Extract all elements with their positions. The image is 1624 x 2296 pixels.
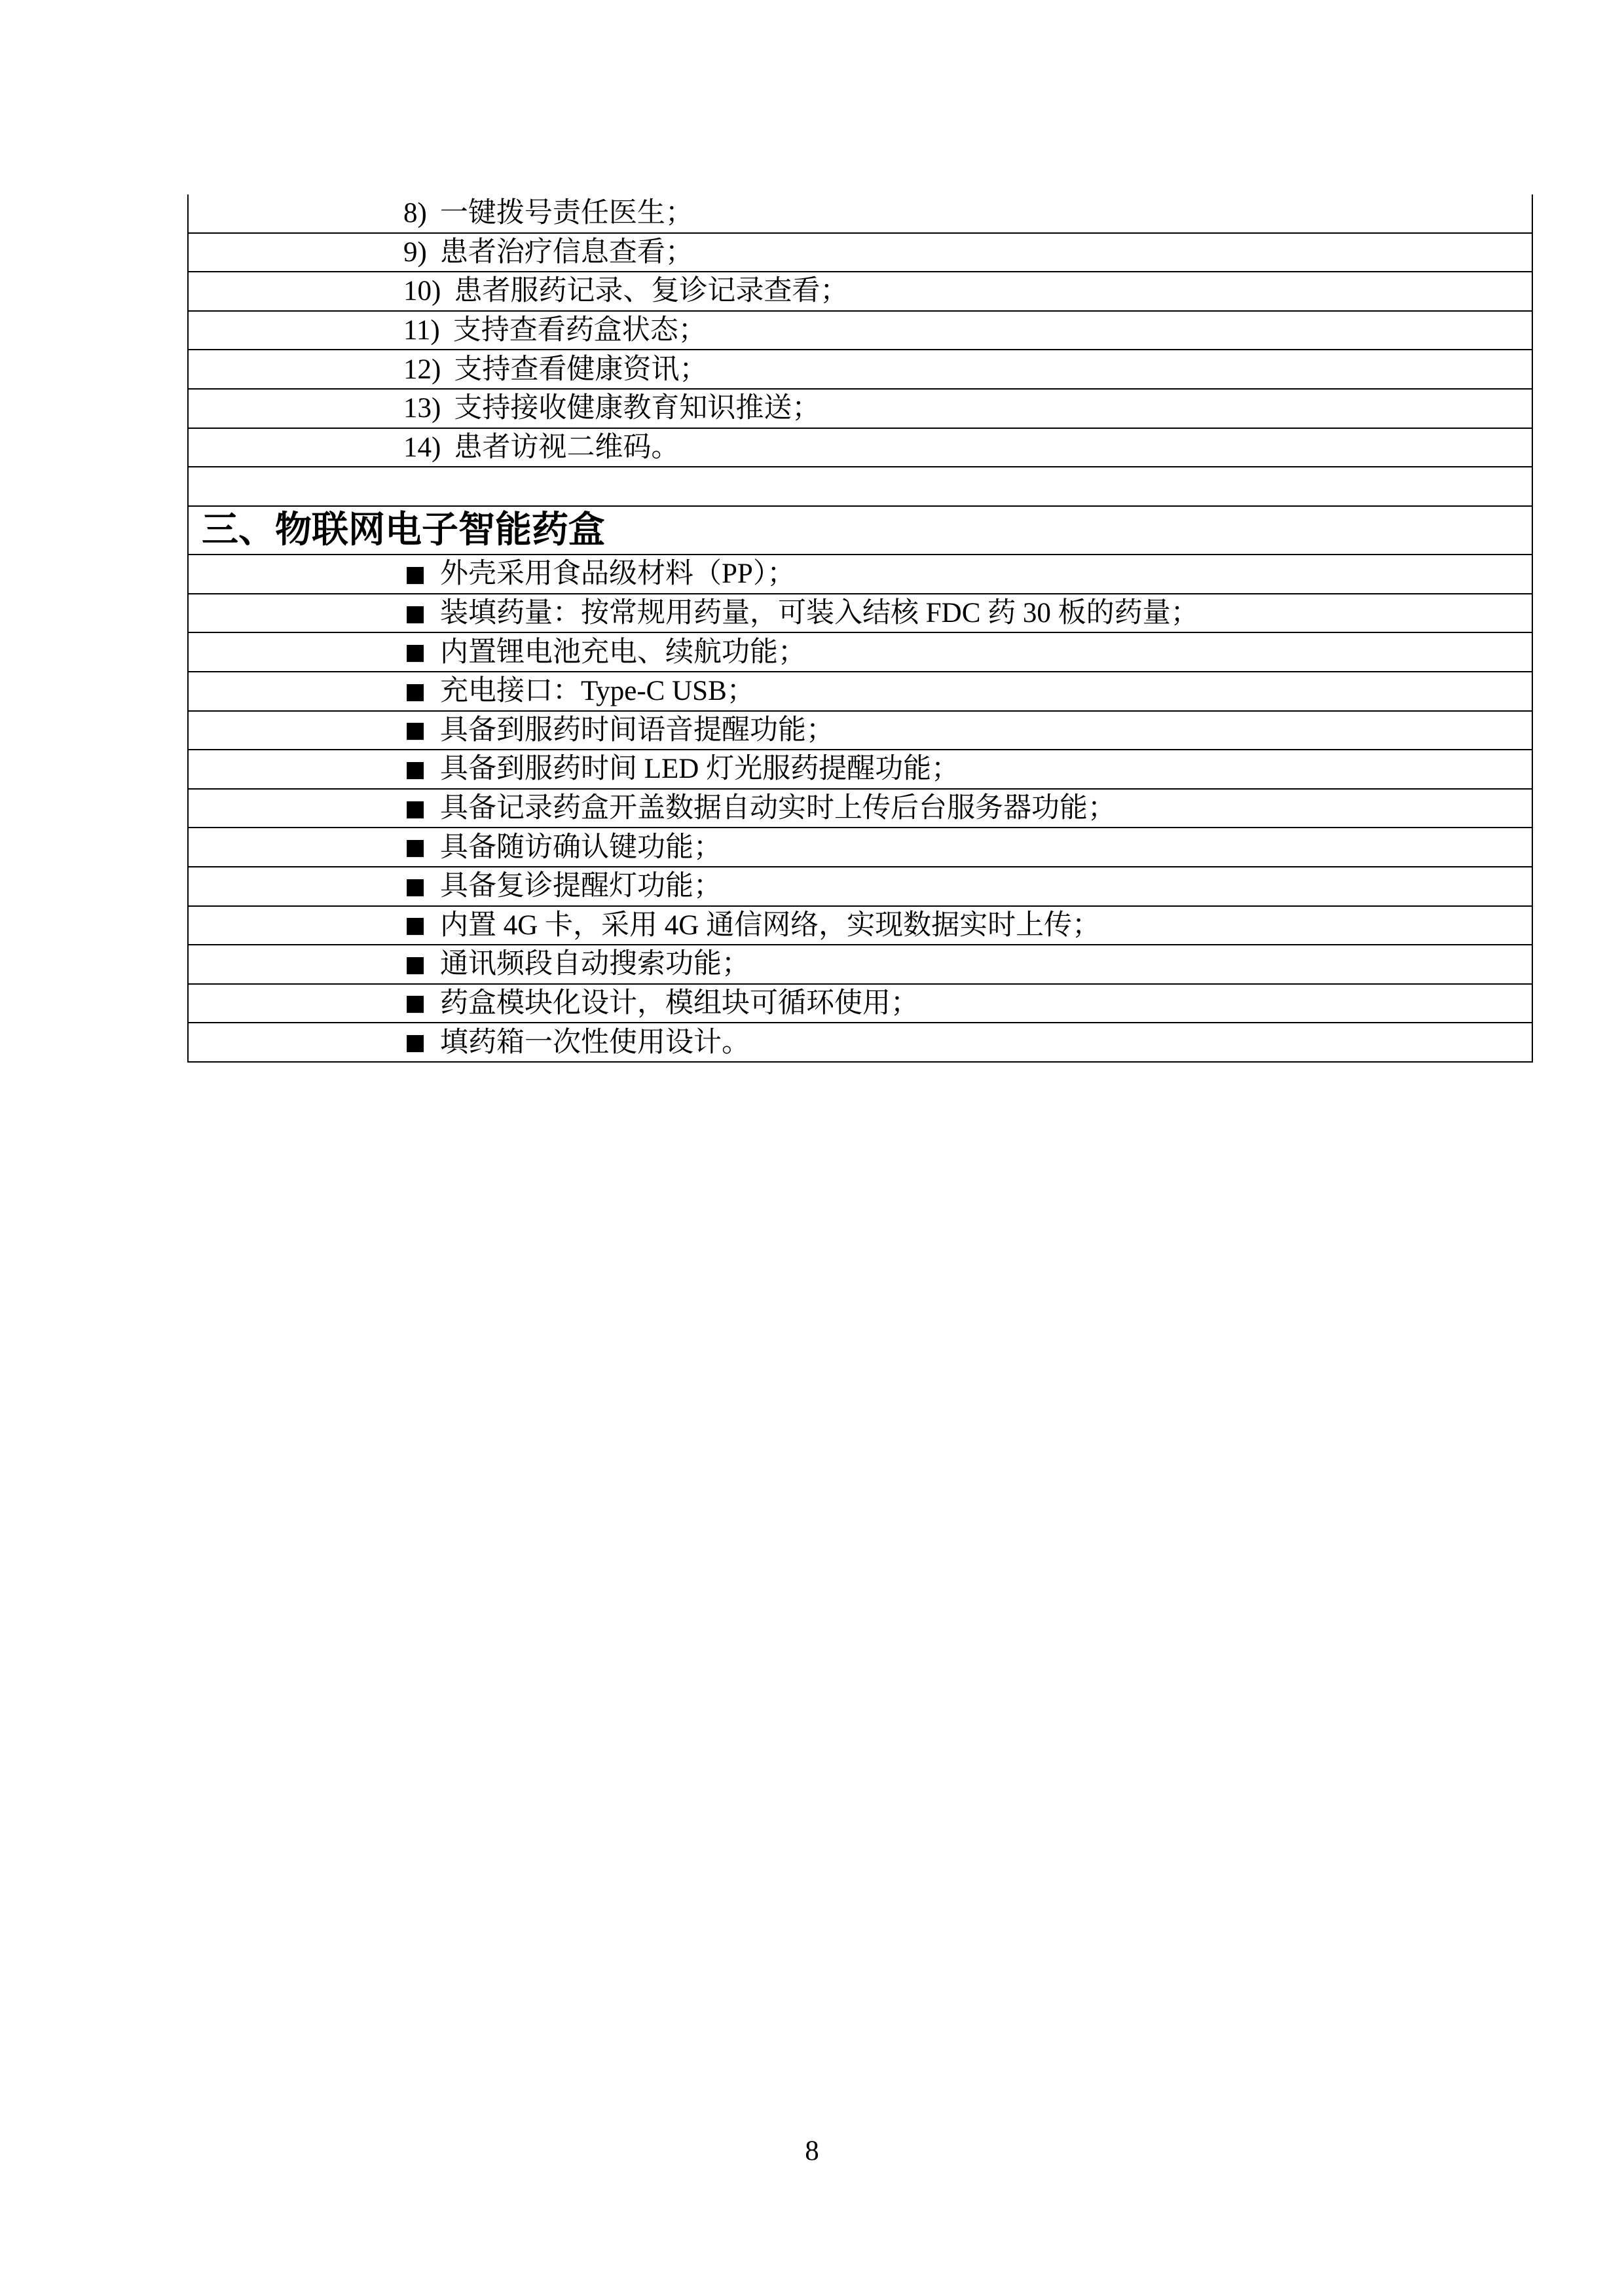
square-bullet-icon: ■ <box>405 560 426 587</box>
item-text: 患者治疗信息查看； <box>439 236 693 268</box>
item-number: 9) <box>403 236 427 268</box>
item-text: 支持查看药盒状态； <box>452 315 707 346</box>
square-bullet-icon: ■ <box>405 834 426 861</box>
item-text: 充电接口：Type-C USB； <box>440 676 755 707</box>
page-number: 8 <box>805 2136 819 2166</box>
item-text: 填药箱一次性使用设计。 <box>440 1027 750 1058</box>
spec-table <box>187 194 1533 1063</box>
table-row <box>189 985 1532 1024</box>
item-text: 患者服药记录、复诊记录查看； <box>454 276 849 307</box>
item-number: 12) <box>403 354 441 385</box>
table-row <box>189 390 1532 429</box>
item-text: 内置 4G 卡，采用 4G 通信网络，实现数据实时上传； <box>440 909 1101 941</box>
item-text: 具备随访确认键功能； <box>440 831 722 863</box>
table-row <box>189 867 1532 907</box>
item-number: 10) <box>403 276 441 307</box>
table-row <box>189 790 1532 829</box>
item-text: 装填药量：按常规用药量，可装入结核 FDC 药 30 板的药量； <box>440 598 1199 629</box>
table-row <box>189 272 1532 312</box>
item-text: 具备复诊提醒灯功能； <box>440 871 722 902</box>
item-number: 14) <box>403 431 441 463</box>
square-bullet-icon: ■ <box>405 795 426 822</box>
item-text: 支持查看健康资讯； <box>454 354 708 385</box>
item-text: 支持接收健康教育知识推送； <box>454 393 821 424</box>
square-bullet-icon: ■ <box>405 951 426 977</box>
table-row <box>189 945 1532 985</box>
item-text: 具备到服药时间 LED 灯光服药提醒功能； <box>440 754 960 785</box>
table-row <box>189 350 1532 390</box>
table-row <box>189 312 1532 351</box>
square-bullet-icon: ■ <box>405 756 426 782</box>
item-text: 外壳采用食品级材料（PP）； <box>440 558 796 590</box>
square-bullet-icon: ■ <box>405 600 426 627</box>
section-heading-row <box>189 507 1532 555</box>
item-text: 具备记录药盒开盖数据自动实时上传后台服务器功能； <box>440 793 1116 824</box>
section-heading: 三、物联网电子智能药盒 <box>202 510 605 551</box>
square-bullet-icon: ■ <box>405 912 426 939</box>
table-row <box>189 1023 1532 1063</box>
table-row <box>189 234 1532 273</box>
square-bullet-icon: ■ <box>405 873 426 900</box>
table-row <box>189 907 1532 946</box>
item-text: 内置锂电池充电、续航功能； <box>440 636 806 668</box>
square-bullet-icon: ■ <box>405 1029 426 1056</box>
table-row <box>189 194 1532 234</box>
square-bullet-icon: ■ <box>405 990 426 1017</box>
table-row <box>189 750 1532 790</box>
table-row <box>189 712 1532 751</box>
empty-row <box>189 467 1532 507</box>
table-row <box>189 633 1532 672</box>
item-text: 通讯频段自动搜索功能； <box>440 949 750 980</box>
table-row <box>189 555 1532 594</box>
item-number: 13) <box>403 393 441 424</box>
square-bullet-icon: ■ <box>405 717 426 744</box>
item-text: 一键拨号责任医生； <box>439 198 693 229</box>
square-bullet-icon: ■ <box>405 639 426 666</box>
item-number: 8) <box>403 198 427 229</box>
table-row <box>189 594 1532 634</box>
square-bullet-icon: ■ <box>405 678 426 704</box>
item-number: 11) <box>403 315 440 346</box>
table-row <box>189 672 1532 712</box>
item-text: 具备到服药时间语音提醒功能； <box>440 714 834 746</box>
item-text: 药盒模块化设计，模组块可循环使用； <box>440 987 919 1019</box>
table-row <box>189 429 1532 468</box>
table-row <box>189 828 1532 867</box>
item-text: 患者访视二维码。 <box>454 431 680 463</box>
